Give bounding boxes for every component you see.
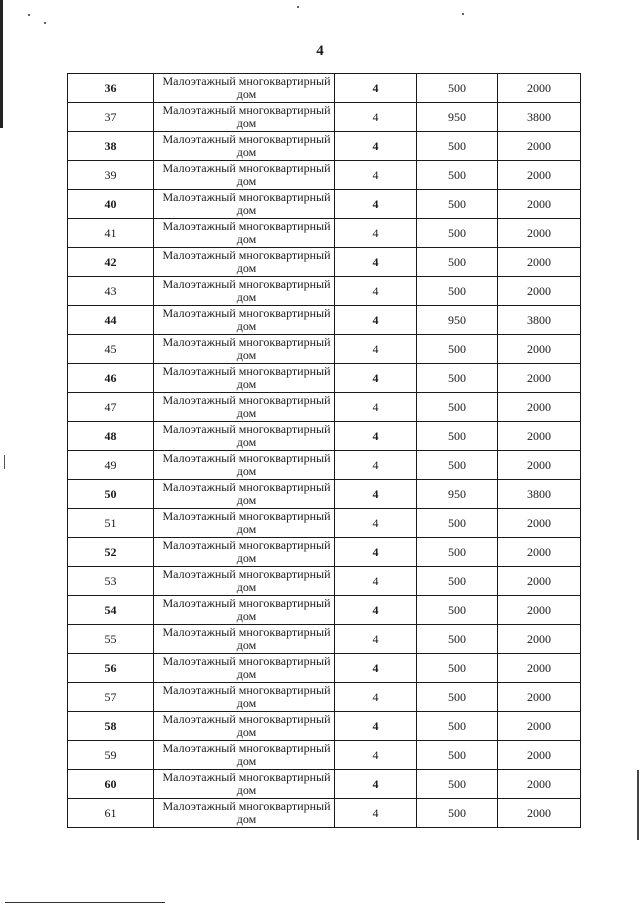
area-cell: 950 xyxy=(417,103,498,132)
table-row xyxy=(68,132,581,161)
area-cell: 500 xyxy=(417,422,498,451)
area-cell: 500 xyxy=(417,451,498,480)
row-number-cell: 59 xyxy=(68,741,154,770)
floors-cell: 4 xyxy=(335,654,417,683)
building-type-cell xyxy=(154,625,335,654)
page-number: 4 xyxy=(316,43,324,59)
total-area-cell: 2000 xyxy=(498,625,581,654)
row-number-cell: 36 xyxy=(68,74,154,103)
building-type-cell xyxy=(154,248,335,277)
table-row xyxy=(68,306,581,335)
table-row xyxy=(68,509,581,538)
floors-cell: 4 xyxy=(335,132,417,161)
building-type-cell xyxy=(154,422,335,451)
building-type-text: Малоэтажный многоквартирный дом xyxy=(162,161,331,188)
floors-cell: 4 xyxy=(335,480,417,509)
table-row xyxy=(68,364,581,393)
row-number-cell: 42 xyxy=(68,248,154,277)
table-row xyxy=(68,480,581,509)
building-type-cell xyxy=(154,451,335,480)
table-row xyxy=(68,538,581,567)
table-row xyxy=(68,277,581,306)
row-number-cell: 52 xyxy=(68,538,154,567)
area-cell: 500 xyxy=(417,538,498,567)
table-body xyxy=(68,74,581,828)
table-row xyxy=(68,712,581,741)
total-area-cell: 2000 xyxy=(498,132,581,161)
row-number-cell: 60 xyxy=(68,770,154,799)
area-cell: 500 xyxy=(417,190,498,219)
building-type-text: Малоэтажный многоквартирный дом xyxy=(162,596,331,623)
building-type-cell xyxy=(154,306,335,335)
row-number-cell: 50 xyxy=(68,480,154,509)
table-row xyxy=(68,683,581,712)
building-type-text: Малоэтажный многоквартирный дом xyxy=(162,335,331,362)
row-number-cell: 40 xyxy=(68,190,154,219)
row-number-cell: 38 xyxy=(68,132,154,161)
table-row xyxy=(68,596,581,625)
table-row xyxy=(68,103,581,132)
row-number-cell: 56 xyxy=(68,654,154,683)
area-cell: 500 xyxy=(417,161,498,190)
scan-speck xyxy=(297,6,299,8)
total-area-cell: 2000 xyxy=(498,596,581,625)
table-row xyxy=(68,567,581,596)
floors-cell: 4 xyxy=(335,596,417,625)
building-type-cell xyxy=(154,103,335,132)
total-area-cell: 2000 xyxy=(498,190,581,219)
area-cell: 500 xyxy=(417,364,498,393)
building-type-cell xyxy=(154,132,335,161)
area-cell: 500 xyxy=(417,799,498,828)
row-number-cell: 61 xyxy=(68,799,154,828)
area-cell: 500 xyxy=(417,741,498,770)
floors-cell: 4 xyxy=(335,509,417,538)
total-area-cell: 2000 xyxy=(498,538,581,567)
building-type-cell xyxy=(154,277,335,306)
floors-cell: 4 xyxy=(335,248,417,277)
building-type-text: Малоэтажный многоквартирный дом xyxy=(162,422,331,449)
row-number-cell: 55 xyxy=(68,625,154,654)
table-row xyxy=(68,625,581,654)
area-cell: 500 xyxy=(417,132,498,161)
floors-cell: 4 xyxy=(335,625,417,654)
area-cell: 500 xyxy=(417,277,498,306)
floors-cell: 4 xyxy=(335,335,417,364)
floors-cell: 4 xyxy=(335,219,417,248)
total-area-cell: 2000 xyxy=(498,335,581,364)
floors-cell: 4 xyxy=(335,277,417,306)
building-type-cell xyxy=(154,393,335,422)
row-number-cell: 48 xyxy=(68,422,154,451)
building-type-text: Малоэтажный многоквартирный дом xyxy=(162,393,331,420)
total-area-cell: 2000 xyxy=(498,683,581,712)
building-type-text: Малоэтажный многоквартирный дом xyxy=(162,770,331,797)
footer-rule xyxy=(5,902,165,903)
table-row xyxy=(68,74,581,103)
area-cell: 950 xyxy=(417,480,498,509)
row-number-cell: 46 xyxy=(68,364,154,393)
floors-cell: 4 xyxy=(335,451,417,480)
total-area-cell: 3800 xyxy=(498,306,581,335)
scan-edge-mark xyxy=(0,0,3,128)
total-area-cell: 2000 xyxy=(498,219,581,248)
floors-cell: 4 xyxy=(335,422,417,451)
table-row xyxy=(68,422,581,451)
row-number-cell: 44 xyxy=(68,306,154,335)
floors-cell: 4 xyxy=(335,103,417,132)
area-cell: 500 xyxy=(417,335,498,364)
floors-cell: 4 xyxy=(335,161,417,190)
building-type-cell xyxy=(154,219,335,248)
total-area-cell: 2000 xyxy=(498,712,581,741)
table-row xyxy=(68,799,581,828)
area-cell: 500 xyxy=(417,74,498,103)
building-type-text: Малоэтажный многоквартирный дом xyxy=(162,567,331,594)
row-number-cell: 45 xyxy=(68,335,154,364)
total-area-cell: 2000 xyxy=(498,770,581,799)
row-number-cell: 47 xyxy=(68,393,154,422)
building-type-text: Малоэтажный многоквартирный дом xyxy=(162,799,331,826)
row-number-cell: 39 xyxy=(68,161,154,190)
building-type-text: Малоэтажный многоквартирный дом xyxy=(162,219,331,246)
building-type-cell xyxy=(154,712,335,741)
scan-speck xyxy=(28,14,30,16)
building-type-text: Малоэтажный многоквартирный дом xyxy=(162,277,331,304)
building-type-cell xyxy=(154,799,335,828)
total-area-cell: 2000 xyxy=(498,74,581,103)
floors-cell: 4 xyxy=(335,770,417,799)
floors-cell: 4 xyxy=(335,364,417,393)
total-area-cell: 2000 xyxy=(498,161,581,190)
floors-cell: 4 xyxy=(335,683,417,712)
table-row xyxy=(68,770,581,799)
building-type-cell xyxy=(154,509,335,538)
floors-cell: 4 xyxy=(335,190,417,219)
total-area-cell: 2000 xyxy=(498,277,581,306)
building-type-text: Малоэтажный многоквартирный дом xyxy=(162,190,331,217)
total-area-cell: 2000 xyxy=(498,248,581,277)
total-area-cell: 2000 xyxy=(498,364,581,393)
table-row xyxy=(68,248,581,277)
area-cell: 500 xyxy=(417,567,498,596)
building-type-text: Малоэтажный многоквартирный дом xyxy=(162,248,331,275)
row-number-cell: 58 xyxy=(68,712,154,741)
area-cell: 500 xyxy=(417,654,498,683)
scan-edge-right xyxy=(637,770,639,840)
floors-cell: 4 xyxy=(335,306,417,335)
floors-cell: 4 xyxy=(335,712,417,741)
table-row xyxy=(68,161,581,190)
area-cell: 500 xyxy=(417,683,498,712)
building-type-text: Малоэтажный многоквартирный дом xyxy=(162,683,331,710)
row-number-cell: 53 xyxy=(68,567,154,596)
total-area-cell: 2000 xyxy=(498,509,581,538)
area-cell: 500 xyxy=(417,625,498,654)
area-cell: 500 xyxy=(417,393,498,422)
table-row xyxy=(68,393,581,422)
building-type-cell xyxy=(154,567,335,596)
floors-cell: 4 xyxy=(335,567,417,596)
building-type-cell xyxy=(154,596,335,625)
building-type-text: Малоэтажный многоквартирный дом xyxy=(162,364,331,391)
building-type-cell xyxy=(154,335,335,364)
area-cell: 500 xyxy=(417,248,498,277)
building-type-text: Малоэтажный многоквартирный дом xyxy=(162,103,331,130)
row-number-cell: 37 xyxy=(68,103,154,132)
buildings-table xyxy=(67,73,581,828)
total-area-cell: 2000 xyxy=(498,567,581,596)
building-type-cell xyxy=(154,74,335,103)
floors-cell: 4 xyxy=(335,393,417,422)
area-cell: 500 xyxy=(417,770,498,799)
table-row xyxy=(68,190,581,219)
total-area-cell: 3800 xyxy=(498,480,581,509)
row-number-cell: 43 xyxy=(68,277,154,306)
area-cell: 500 xyxy=(417,509,498,538)
table-row xyxy=(68,741,581,770)
total-area-cell: 2000 xyxy=(498,422,581,451)
area-cell: 500 xyxy=(417,219,498,248)
floors-cell: 4 xyxy=(335,538,417,567)
building-type-text: Малоэтажный многоквартирный дом xyxy=(162,625,331,652)
row-number-cell: 54 xyxy=(68,596,154,625)
floors-cell: 4 xyxy=(335,799,417,828)
floors-cell: 4 xyxy=(335,74,417,103)
area-cell: 950 xyxy=(417,306,498,335)
table-row xyxy=(68,654,581,683)
total-area-cell: 2000 xyxy=(498,799,581,828)
scan-speck xyxy=(462,13,464,15)
building-type-text: Малоэтажный многоквартирный дом xyxy=(162,480,331,507)
building-type-cell xyxy=(154,364,335,393)
building-type-text: Малоэтажный многоквартирный дом xyxy=(162,74,331,101)
table-row xyxy=(68,219,581,248)
area-cell: 500 xyxy=(417,596,498,625)
building-type-text: Малоэтажный многоквартирный дом xyxy=(162,509,331,536)
building-type-text: Малоэтажный многоквартирный дом xyxy=(162,451,331,478)
row-number-cell: 51 xyxy=(68,509,154,538)
scan-speck xyxy=(44,22,46,24)
building-type-text: Малоэтажный многоквартирный дом xyxy=(162,538,331,565)
building-type-text: Малоэтажный многоквартирный дом xyxy=(162,306,331,333)
row-number-cell: 41 xyxy=(68,219,154,248)
row-number-cell: 57 xyxy=(68,683,154,712)
floors-cell: 4 xyxy=(335,741,417,770)
building-type-text: Малоэтажный многоквартирный дом xyxy=(162,132,331,159)
building-type-cell xyxy=(154,683,335,712)
building-type-cell xyxy=(154,654,335,683)
table-row xyxy=(68,451,581,480)
total-area-cell: 2000 xyxy=(498,741,581,770)
row-number-cell: 49 xyxy=(68,451,154,480)
area-cell: 500 xyxy=(417,712,498,741)
total-area-cell: 2000 xyxy=(498,393,581,422)
building-type-cell xyxy=(154,480,335,509)
total-area-cell: 3800 xyxy=(498,103,581,132)
building-type-cell xyxy=(154,741,335,770)
total-area-cell: 2000 xyxy=(498,654,581,683)
building-type-cell xyxy=(154,161,335,190)
scan-edge-tick xyxy=(4,455,5,469)
building-type-cell xyxy=(154,770,335,799)
building-type-text: Малоэтажный многоквартирный дом xyxy=(162,654,331,681)
building-type-text: Малоэтажный многоквартирный дом xyxy=(162,741,331,768)
building-type-cell xyxy=(154,538,335,567)
building-type-text: Малоэтажный многоквартирный дом xyxy=(162,712,331,739)
table-row xyxy=(68,335,581,364)
building-type-cell xyxy=(154,190,335,219)
total-area-cell: 2000 xyxy=(498,451,581,480)
